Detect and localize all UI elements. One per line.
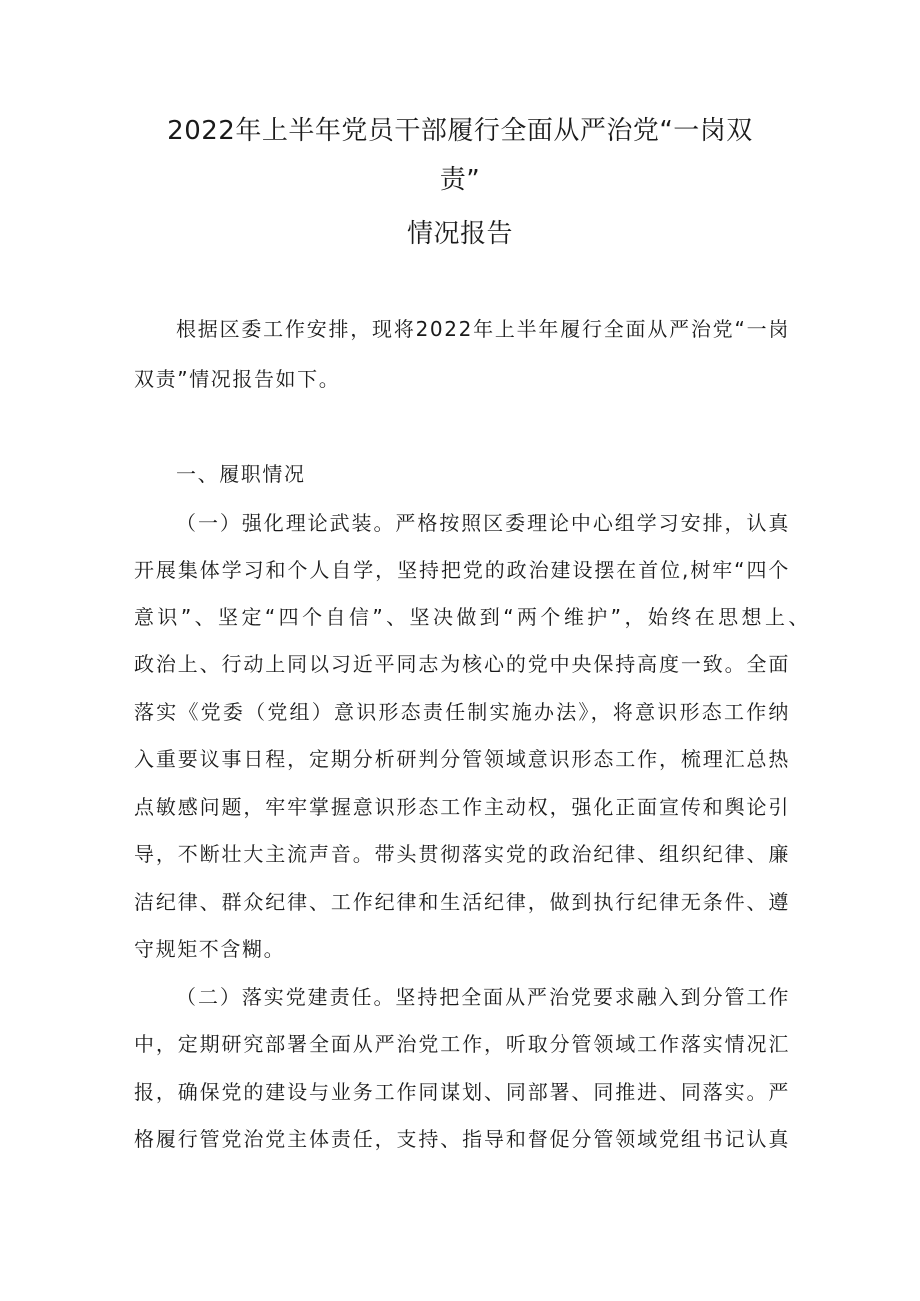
para1-line-4: 政治上、行动上同以习近平同志为核心的党中央保持高度一致。全面 xyxy=(134,652,790,676)
para1-line-3: 意识”、坚定“四个自信”、坚决做到“两个维护”，始终在思想上、 xyxy=(134,605,810,629)
intro-line-1: 根据区委工作安排，现将2022年上半年履行全面从严治党“一岗 xyxy=(176,317,790,341)
para1-line-6: 入重要议事日程，定期分析研判分管领域意识形态工作，梳理汇总热 xyxy=(134,747,790,771)
title-line-3: 情况报告 xyxy=(406,219,513,249)
para2-line-2: 中，定期研究部署全面从严治党工作，听取分管领域工作落实情况汇 xyxy=(134,1032,790,1056)
para1-line-10: 守规矩不含糊。 xyxy=(134,937,286,961)
para1-line-7: 点敏感问题，牢牢掌握意识形态工作主动权，强化正面宣传和舆论引 xyxy=(134,795,790,819)
para2-line-4: 格履行管党治党主体责任，支持、指导和督促分管领域党组书记认真 xyxy=(134,1127,790,1151)
para2-line-3: 报，确保党的建设与业务工作同谋划、同部署、同推进、同落实。严 xyxy=(134,1080,790,1104)
para2-line-1: （二）落实党建责任。坚持把全面从严治党要求融入到分管工作 xyxy=(176,985,790,1009)
para1-line-9: 洁纪律、群众纪律、工作纪律和生活纪律，做到执行纪律无条件、遵 xyxy=(134,890,790,914)
para1-line-2: 开展集体学习和个人自学，坚持把党的政治建设摆在首位,树牢“四个 xyxy=(134,558,790,582)
para1-line-8: 导，不断壮大主流声音。带头贯彻落实党的政治纪律、组织纪律、廉 xyxy=(134,842,790,866)
title-line-1: 2022年上半年党员干部履行全面从严治党“一岗双 xyxy=(167,116,753,146)
title-line-2: 责” xyxy=(439,165,481,195)
para1-line-5: 落实《党委（党组）意识形态责任制实施办法》，将意识形态工作纳 xyxy=(134,700,790,724)
intro-line-2: 双责”情况报告如下。 xyxy=(134,367,341,391)
section-heading: 一、履职情况 xyxy=(176,462,306,486)
para1-line-1: （一）强化理论武装。严格按照区委理论中心组学习安排，认真 xyxy=(176,511,790,535)
